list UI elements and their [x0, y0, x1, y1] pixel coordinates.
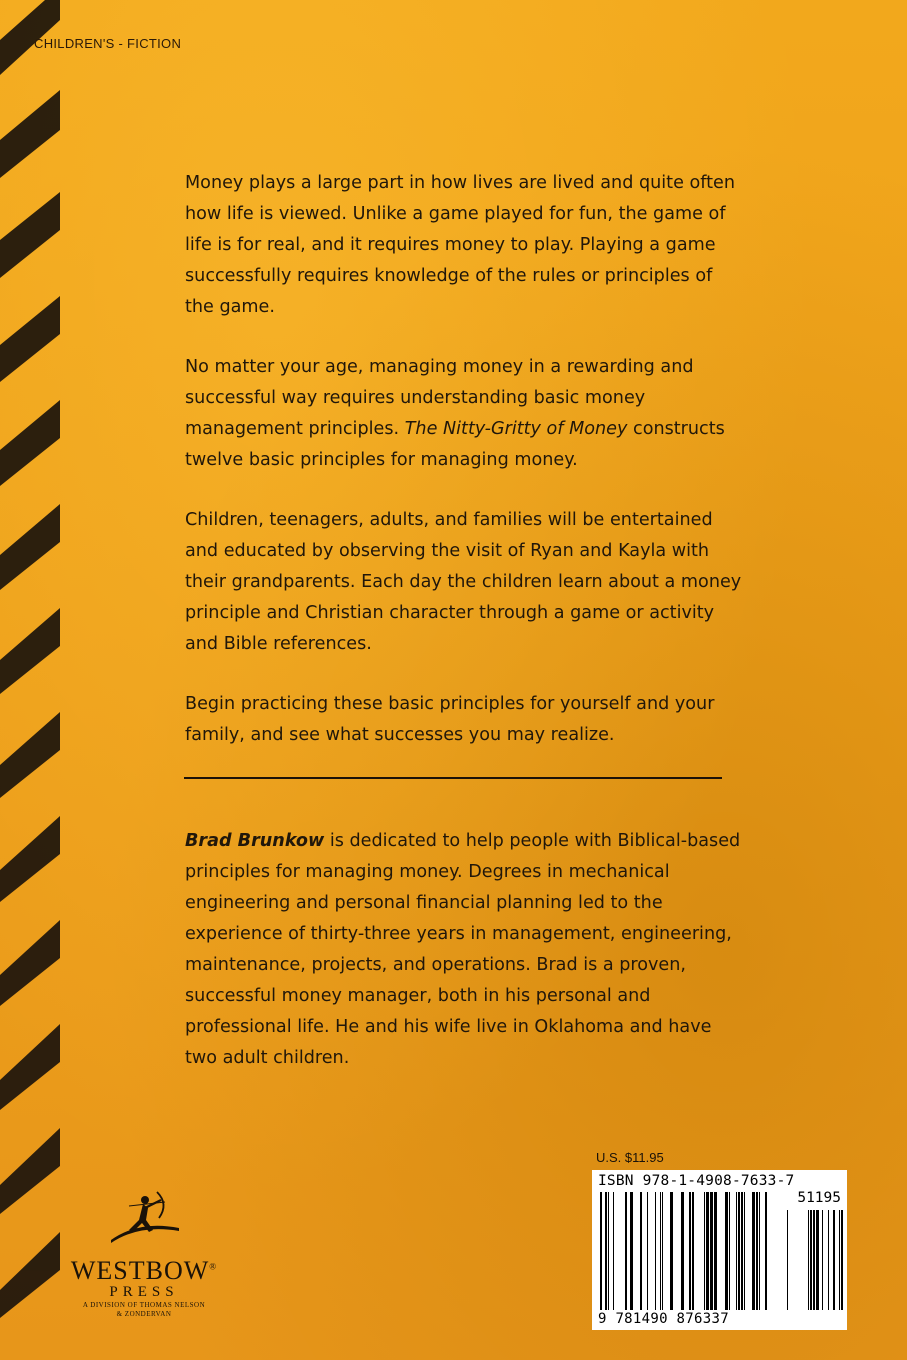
description-text: constructs twelve basic principles for managing money.: [185, 419, 725, 470]
registered-mark: ®: [209, 1261, 218, 1272]
description-paragraph-1: Money plays a large part in how lives are lived and quite often how life is viewed. Unlike a game played for fun, the game of life is for real, and it requires money to play. Playing a game successfully requires knowledge of the rules or principles of the game.: [185, 173, 736, 317]
price-code: 51195: [797, 1190, 841, 1206]
ean-number: 9 781490 876337: [598, 1311, 729, 1327]
description-paragraph-4: Begin practicing these basic principles for yourself and your family, and see what successes you may realize.: [185, 694, 715, 745]
barcode: [592, 1170, 847, 1330]
publisher-press: PRESS: [109, 1284, 179, 1300]
category-label: CHILDREN'S - FICTION: [34, 36, 182, 51]
author-name: Brad Brunkow: [185, 831, 325, 851]
author-bio-paragraph: [185, 826, 745, 1074]
author-bio: [185, 826, 745, 1074]
author-bio-text: is dedicated to help people with Biblical-based principles for managing money. Degrees in mechanical engineering and personal financial planning led to the experience of thirty-three years in management, engineering, maintenance, projects, and operations. Brad is a proven, successful money manager, both in his personal and professional life. He and his wife live in Oklahoma and have two adult children.: [185, 831, 741, 1068]
publisher-name: [54, 1256, 234, 1286]
description-paragraph-3: Children, teenagers, adults, and families will be entertained and educated by observing the visit of Ryan and Kayla with their grandparents. Each day the children learn about a money principle and Christian character through a game or activity and Bible references.: [185, 510, 742, 654]
hazard-stripes: [0, 0, 60, 1360]
price-label: U.S. $11.95: [596, 1150, 664, 1165]
description-paragraph-2: [185, 352, 745, 476]
description-text: No matter your age, managing money in a rewarding and successful way requires understanding basic money management principles.: [185, 357, 694, 439]
archer-icon: [99, 1190, 189, 1250]
publisher-division-line-1: A DIVISION OF THOMAS NELSON: [82, 1301, 206, 1309]
divider-rule: [184, 777, 722, 779]
publisher-logo: [54, 1190, 234, 1319]
book-description: [185, 168, 745, 780]
isbn-text: ISBN 978-1-4908-7633-7: [598, 1173, 795, 1189]
book-title: The Nitty-Gritty of Money: [404, 419, 628, 439]
publisher-division-line-2: & ZONDERVAN: [116, 1310, 172, 1318]
publisher-name-text: WESTBOW: [70, 1256, 210, 1285]
